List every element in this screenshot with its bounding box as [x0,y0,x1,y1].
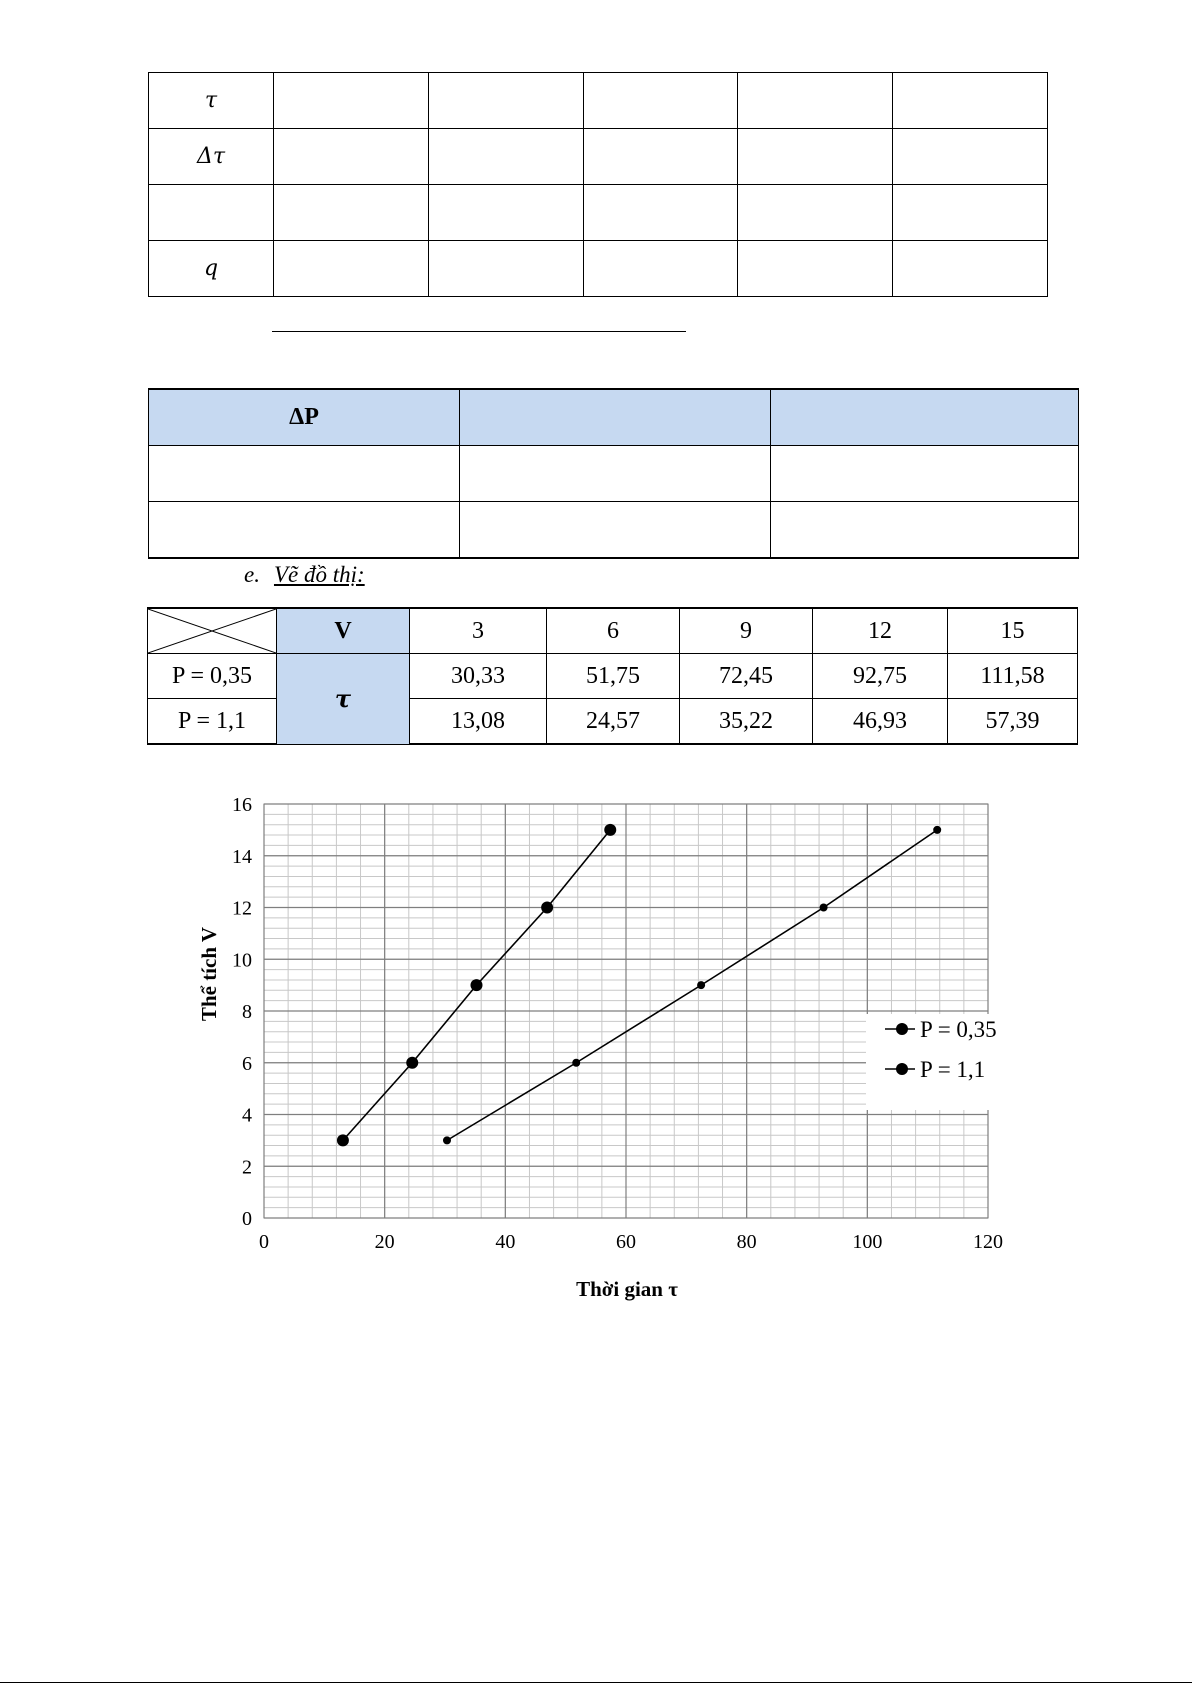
diagonal-header-cell [148,608,277,654]
v-value: 6 [547,608,680,654]
pressure-table [148,388,1079,559]
x-tick-label: 100 [852,1231,883,1253]
blank-line [272,331,686,332]
row-label-p11: P = 1,1 [148,699,277,745]
data-point [443,1136,451,1144]
tau-value: 30,33 [410,654,547,699]
v-value: 12 [813,608,948,654]
footer-rule [0,1682,1192,1683]
data-point [470,979,482,991]
row-label-tau: τ [149,73,274,129]
tau-value: 24,57 [547,699,680,745]
tau-header: τ [277,654,410,745]
legend-label: P = 0,35 [920,1017,997,1042]
data-point [697,981,705,989]
y-tick-label: 16 [232,794,252,816]
x-tick-label: 80 [736,1231,757,1253]
data-table [147,607,1078,745]
x-tick-label: 60 [616,1231,636,1253]
section-title: Vẽ đồ thị: [273,562,365,587]
x-axis-label: Thời gian τ [576,1277,678,1301]
data-point [337,1134,349,1146]
chart-grid [264,804,988,1218]
tau-value: 57,39 [948,699,1078,745]
y-tick-label: 14 [232,845,252,868]
v-value: 3 [410,608,547,654]
tau-value: 51,75 [547,654,680,699]
row-label-delta-tau: Δτ [149,129,274,185]
legend-marker [896,1023,908,1035]
measurement-table [148,72,1048,297]
x-tick-label: 0 [259,1231,269,1253]
v-value: 15 [948,608,1078,654]
chart-series [337,824,941,1147]
header-delta-p: ΔP [149,389,460,446]
legend-label: P = 1,1 [920,1057,986,1082]
row-label-empty [149,185,274,241]
x-tick-label: 20 [374,1231,395,1253]
y-tick-label: 10 [232,949,252,972]
y-tick-label: 2 [242,1156,252,1179]
chart-legend [866,1014,1026,1110]
header-col-3 [771,389,1079,446]
data-point [572,1059,580,1067]
data-point [406,1057,418,1069]
tau-value: 35,22 [680,699,813,745]
section-letter: e. [244,562,260,587]
y-axis-label: Thể tích V [197,926,221,1022]
data-point [820,904,828,912]
x-tick-label: 40 [495,1231,516,1253]
y-tick-label: 6 [242,1052,252,1075]
y-tick-label: 0 [242,1208,252,1230]
data-point [604,824,616,836]
volume-time-chart [180,780,1040,1320]
tau-value: 111,58 [948,654,1078,699]
tau-value: 72,45 [680,654,813,699]
row-label-q: q [149,241,274,297]
x-tick-label: 120 [973,1231,1003,1253]
y-tick-label: 12 [232,897,252,920]
tau-value: 92,75 [813,654,948,699]
y-tick-label: 4 [242,1104,252,1127]
section-heading [244,562,365,588]
tau-value: 13,08 [410,699,547,745]
header-col-2 [460,389,771,446]
row-label-p035: P = 0,35 [148,654,277,699]
data-point [933,826,941,834]
diagonal-lines [148,609,276,653]
tau-value: 46,93 [813,699,948,745]
y-tick-label: 8 [242,1001,252,1023]
data-point [541,902,553,914]
v-header: V [277,608,410,654]
legend-marker [896,1063,908,1075]
v-value: 9 [680,608,813,654]
